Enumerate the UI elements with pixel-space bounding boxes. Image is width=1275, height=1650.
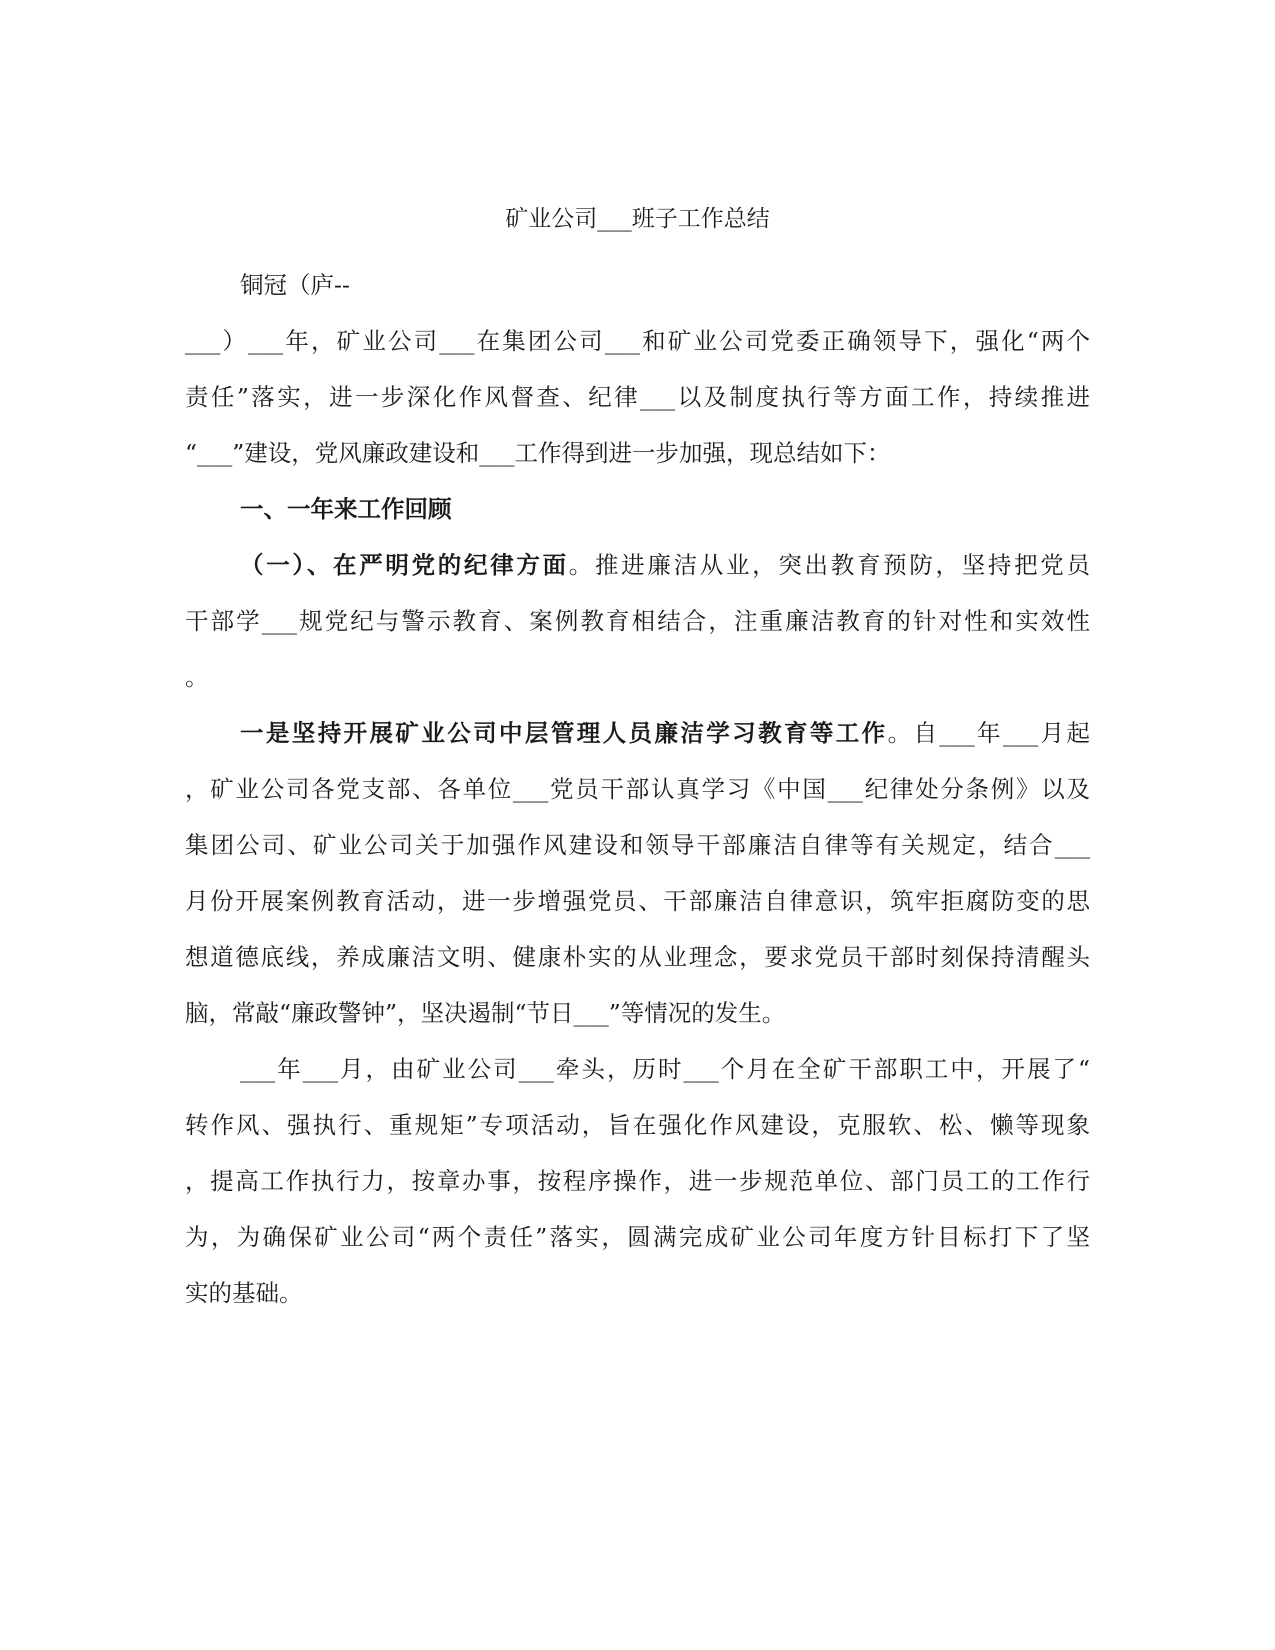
subsection-1-line-1 [240,549,1090,581]
intro-line-3: 责任”落实，进一步深化作风督查、纪律___以及制度执行等方面工作，持续推进 [185,383,1090,411]
paragraph-1-text: 。自___年___月起 [887,719,1091,747]
intro-line-1: 铜冠（庐-- [240,271,350,299]
paragraph-1-line-6: 脑，常敲“廉政警钟”，坚决遏制“节日___”等情况的发生。 [185,999,786,1027]
subsection-1-text: 。推进廉洁从业，突出教育预防，坚持把党员 [568,551,1091,579]
paragraph-2-line-3: ，提高工作执行力，按章办事，按程序操作，进一步规范单位、部门员工的工作行 [185,1167,1090,1195]
intro-line-2: ___）___年，矿业公司___在集团公司___和矿业公司党委正确领导下，强化“两个 [185,327,1090,355]
paragraph-1-line-3: 集团公司、矿业公司关于加强作风建设和领导干部廉洁自律等有关规定，结合___ [185,831,1090,859]
subsection-1-line-2: 干部学___规党纪与警示教育、案例教育相结合，注重廉洁教育的针对性和实效性 [185,607,1090,635]
paragraph-2-line-4: 为，为确保矿业公司“两个责任”落实，圆满完成矿业公司年度方针目标打下了坚 [185,1223,1090,1251]
intro-line-4: “___”建设，党风廉政建设和___工作得到进一步加强，现总结如下： [185,439,891,467]
paragraph-2-line-5: 实的基础。 [185,1279,303,1307]
paragraph-1-line-5: 想道德底线，养成廉洁文明、健康朴实的从业理念，要求党员干部时刻保持清醒头 [185,943,1090,971]
paragraph-2-line-2: 转作风、强执行、重规矩”专项活动，旨在强化作风建设，克服软、松、懒等现象 [185,1111,1090,1139]
subsection-1-heading: （一）、在严明党的纪律方面 [240,551,569,579]
paragraph-1-lead: 一是坚持开展矿业公司中层管理人员廉洁学习教育等工作 [240,719,888,747]
paragraph-2-line-1: ___年___月，由矿业公司___牵头，历时___个月在全矿干部职工中，开展了“ [240,1055,1090,1083]
document-title: 矿业公司___班子工作总结 [505,206,770,232]
paragraph-1-line-2: ，矿业公司各党支部、各单位___党员干部认真学习《中国___纪律处分条例》以及 [185,775,1090,803]
paragraph-1-line-4: 月份开展案例教育活动，进一步增强党员、干部廉洁自律意识，筑牢拒腐防变的思 [185,887,1090,915]
section-heading: 一、一年来工作回顾 [240,495,452,523]
paragraph-1-line-1 [240,717,1090,749]
subsection-1-line-3: 。 [185,663,209,691]
